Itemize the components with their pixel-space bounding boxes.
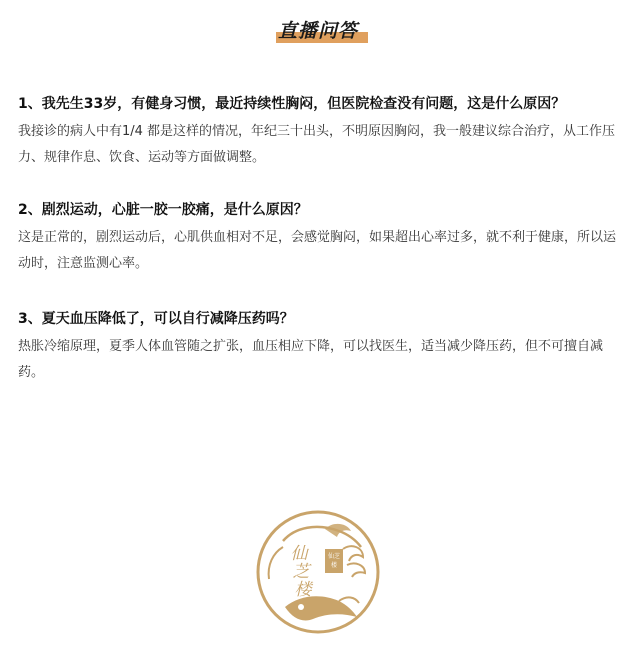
svg-text:仙: 仙 (290, 544, 308, 564)
qa-item (18, 308, 624, 386)
question-text: 1、我先生33岁，有健身习惯，最近持续性胸闷，但医院检查没有问题，这是什么原因？ (18, 96, 566, 112)
svg-text:楼: 楼 (294, 580, 312, 600)
qa-item (18, 93, 624, 171)
brand-logo (255, 509, 381, 635)
qa-item (18, 199, 624, 277)
svg-text:仙芝: 仙芝 (327, 553, 341, 560)
logo-emblem-icon (255, 509, 381, 635)
svg-text:楼: 楼 (330, 562, 338, 569)
question-text: 3、夏天血压降低了，可以自行减降压药吗？ (18, 311, 294, 327)
answer-text: 我接诊的病人中有1/4 都是这样的情况，年纪三十出头，不明原因胸闷，我一般建议综合治疗，从工作压力、规律作息、饮食、运动等方面做调整。 (18, 124, 616, 165)
page-title: 直播问答 (277, 20, 358, 42)
question-text: 2、剧烈运动，心脏一胶一胶痛，是什么原因？ (18, 202, 308, 218)
svg-text:芝: 芝 (292, 562, 310, 582)
answer-text: 这是正常的，剧烈运动后，心肌供血相对不足，会感觉胸闷，如果超出心率过多，就不利于健康，所以运动时，注意监测心率。 (18, 230, 617, 271)
header (0, 18, 636, 48)
answer-text: 热胀冷缩原理，夏季人体血管随之扩张，血压相应下降，可以找医生，适当减少降压药，但不可擅自减药。 (18, 339, 604, 380)
